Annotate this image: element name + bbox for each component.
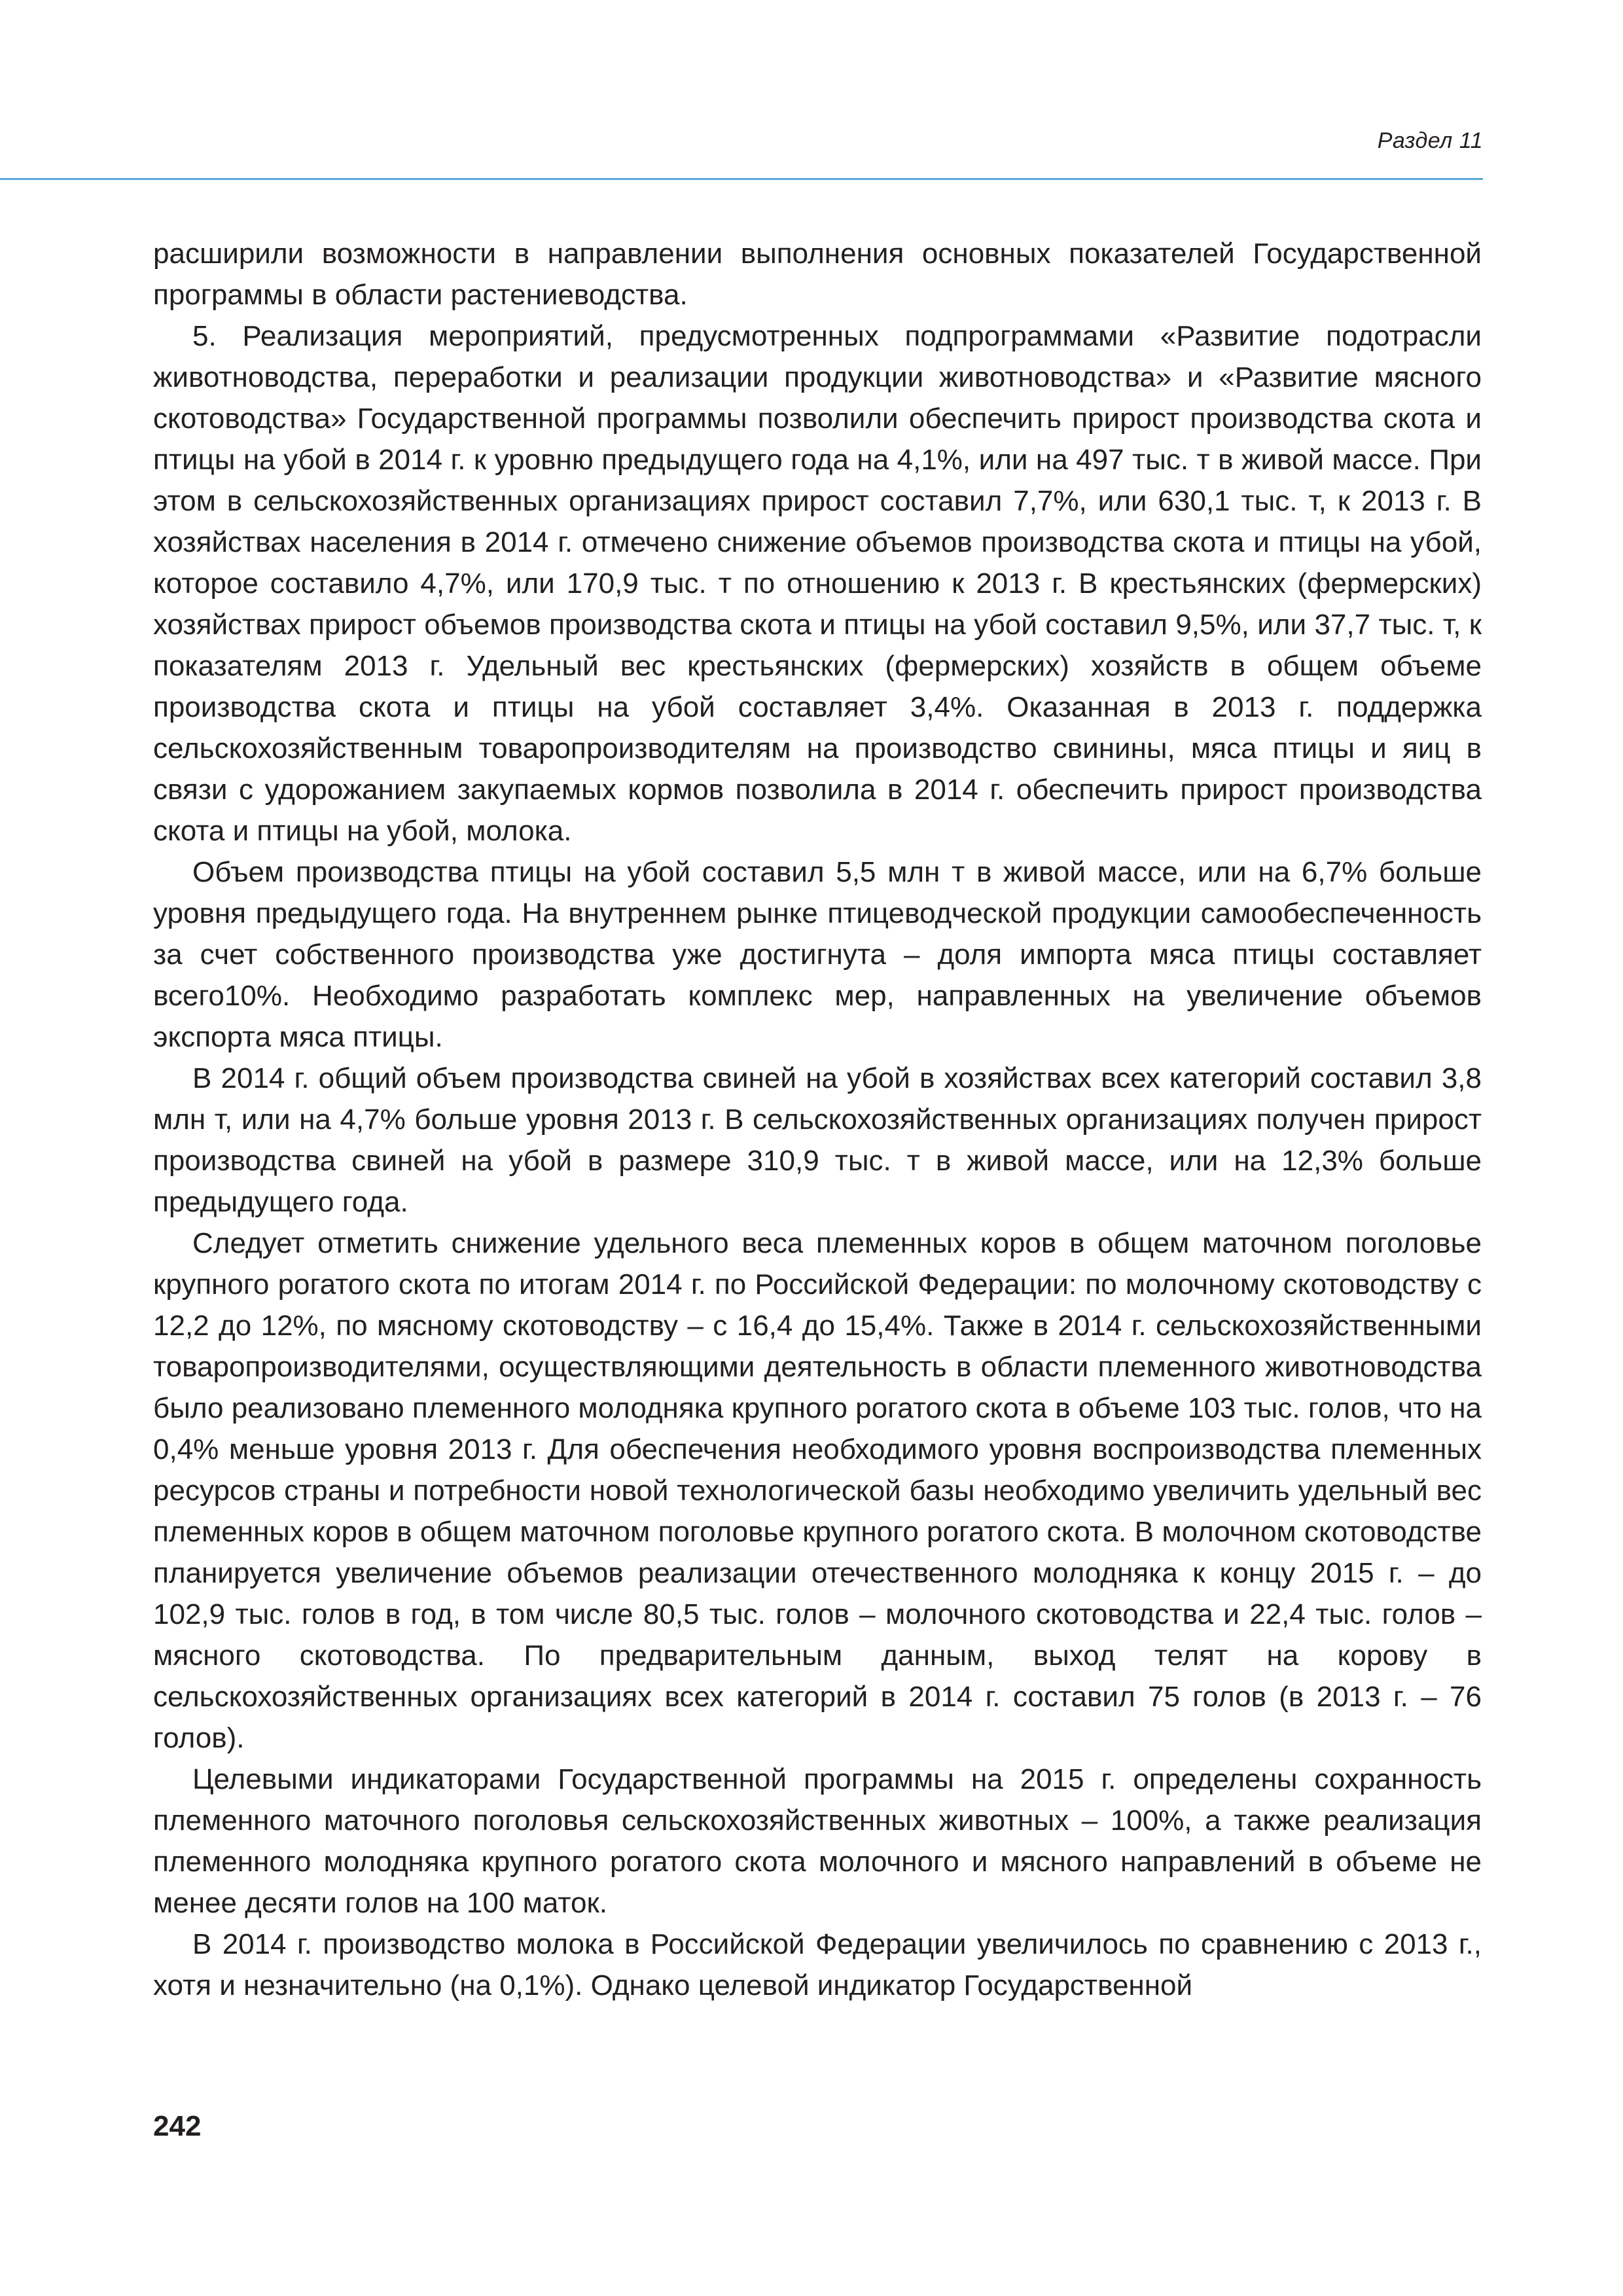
paragraph: Целевыми индикаторами Государственной программы на 2015 г. определены сохранность племенного маточного поголовья сельскохозяйственных животных – 100%, а также реализация племенного молодняка крупного рогатого скота молочного и мясного направлений в объеме не менее десяти голов на 100 маток. bbox=[153, 1763, 1482, 1919]
page-number: 242 bbox=[153, 2110, 202, 2142]
header-divider bbox=[0, 178, 1483, 180]
paragraph: В 2014 г. производство молока в Российской Федерации увеличилось по сравнению с 2013 г., хотя и незначительно (на 0,1%). Однако целевой индикатор Государственной bbox=[153, 1928, 1482, 2001]
section-label: Раздел 11 bbox=[1377, 128, 1483, 153]
paragraph: Следует отметить снижение удельного веса племенных коров в общем маточном поголовье крупного рогатого скота по итогам 2014 г. по Российской Федерации: по молочному скотоводству с 12,2 до 12%, по мясному скотоводству – с 16,4 до 15,4%. Также в 2014 г. сельскохозяйственными товаропроизводителями, осуществляющими деятельность в области племенного животноводства было реализовано племенного молодняка крупного рогатого скота в объеме 103 тыс. голов, что на 0,4% меньше уровня 2013 г. Для обеспечения необходимого уровня воспроизводства племенных ресурсов страны и потребности новой технологической базы необходимо увеличить удельный вес племенных коров в общем маточном поголовье крупного рогатого скота. В молочном скотоводстве планируется увеличение объемов реализации отечественного молодняка к концу 2015 г. – до 102,9 тыс. голов в год, в том числе 80,5 тыс. голов – молочного скотоводства и 22,4 тыс. голов – мясного скотоводства. По предварительным данным, выход телят на корову в сельскохозяйственных организациях всех категорий в 2014 г. составил 75 голов (в 2013 г. – 76 голов). bbox=[153, 1227, 1482, 1754]
main-text bbox=[153, 233, 1482, 2006]
paragraph: 5. Реализация мероприятий, предусмотренных подпрограммами «Развитие подотрасли животноводства, переработки и реализации продукции животноводства» и «Развитие мясного скотоводства» Государственной программы позволили обеспечить прирост производства скота и птицы на убой в 2014 г. к уровню предыдущего года на 4,1%, или на 497 тыс. т в живой массе. При этом в сельскохозяйственных организациях прирост составил 7,7%, или 630,1 тыс. т, к 2013 г. В хозяйствах населения в 2014 г. отмечено снижение объемов производства скота и птицы на убой, которое составило 4,7%, или 170,9 тыс. т по отношению к 2013 г. В крестьянских (фермерских) хозяйствах прирост объемов производства скота и птицы на убой составил 9,5%, или 37,7 тыс. т, к показателям 2013 г. Удельный вес крестьянских (фермерских) хозяйств в общем объеме производства скота и птицы на убой составляет 3,4%. Оказанная в 2013 г. поддержка сельскохозяйственным товаропроизводителям на производство свинины, мяса птицы и яиц в связи с удорожанием закупаемых кормов позволила в 2014 г. обеспечить прирост производства скота и птицы на убой, молока. bbox=[153, 320, 1482, 847]
paragraph: Объем производства птицы на убой составил 5,5 млн т в живой массе, или на 6,7% больше уровня предыдущего года. На внутреннем рынке птицеводческой продукции самообеспеченность за счет собственного производства уже достигнута – доля импорта мяса птицы составляет всего10%. Необходимо разработать комплекс мер, направленных на увеличение объемов экспорта мяса птицы. bbox=[153, 856, 1482, 1053]
paragraph: расширили возможности в направлении выполнения основных показателей Государственной программы в области растениеводства. bbox=[153, 238, 1482, 311]
paragraph: В 2014 г. общий объем производства свиней на убой в хозяйствах всех категорий составил 3,8 млн т, или на 4,7% больше уровня 2013 г. В сельскохозяйственных организациях получен прирост производства свиней на убой в размере 310,9 тыс. т в живой массе, или на 12,3% больше предыдущего года. bbox=[153, 1062, 1482, 1218]
